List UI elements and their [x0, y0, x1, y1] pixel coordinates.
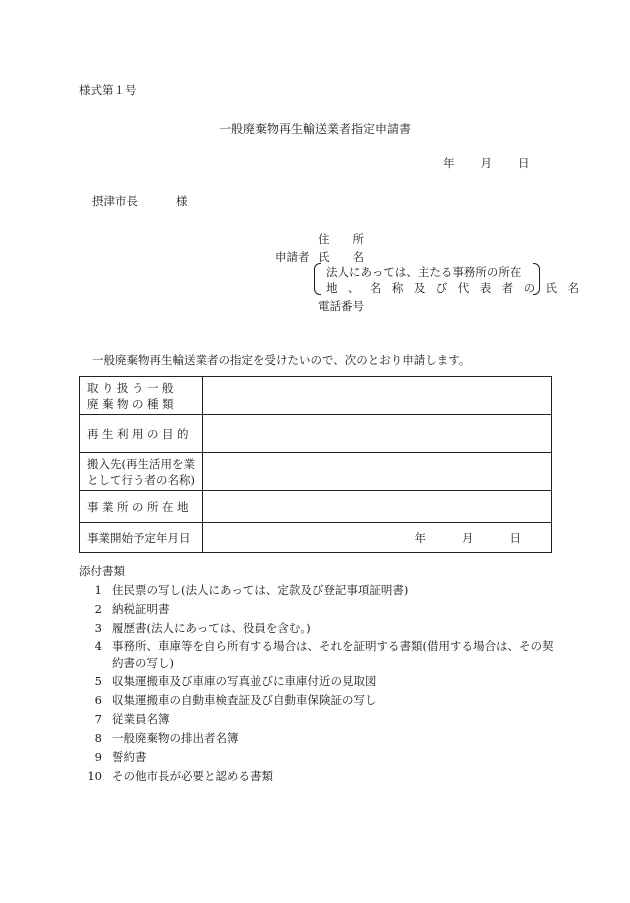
addressee-honorific: 様 — [176, 194, 188, 208]
start-date-year: 年 — [414, 530, 426, 545]
waste-type-label — [80, 377, 203, 415]
destination-field[interactable] — [203, 453, 552, 491]
right-bracket — [533, 263, 540, 295]
destination-label — [80, 453, 203, 491]
item-number: 9 — [94, 750, 102, 764]
table-row — [80, 415, 552, 453]
list-item — [84, 767, 554, 786]
table-row — [80, 523, 552, 553]
item-text: その他市長が必要と認める書類 — [112, 769, 273, 783]
item-number: 5 — [94, 674, 102, 688]
intro-text: 一般廃棄物再生輸送業者の指定を受けたいので、次のとおり申請します。 — [92, 353, 471, 367]
waste-type-field[interactable] — [203, 377, 552, 415]
start-date-month: 月 — [462, 530, 474, 545]
office-location-label — [80, 491, 203, 523]
document-title: 一般廃棄物再生輸送業者指定申請書 — [218, 122, 411, 136]
attachments-title: 添付書類 — [79, 564, 125, 578]
purpose-label-text: 再生利用の目的 — [87, 426, 192, 441]
list-item — [84, 581, 554, 600]
start-date-day: 日 — [509, 530, 521, 545]
list-item — [84, 729, 554, 748]
table-row — [80, 377, 552, 415]
item-text: 誓約書 — [112, 750, 147, 764]
list-item — [84, 691, 554, 710]
office-location-field[interactable] — [203, 491, 552, 523]
destination-label-line2: として行う者の名称) — [87, 472, 195, 487]
item-number: 3 — [94, 621, 102, 635]
item-number: 8 — [94, 731, 102, 745]
start-date-label-text: 事業開始予定年月日 — [87, 530, 191, 545]
item-number: 10 — [87, 769, 102, 783]
destination-label-line1: 搬入先(再生活用を業 — [87, 456, 195, 471]
addressee-name: 摂津市長 — [92, 194, 138, 208]
item-text: 事務所、車庫等を自ら所有する場合は、それを証明する書類(借用する場合は、その契約書の写し) — [112, 639, 554, 670]
purpose-field[interactable] — [203, 415, 552, 453]
date-year: 年 — [443, 156, 455, 170]
corporate-note — [314, 262, 583, 296]
item-number: 1 — [94, 583, 102, 597]
item-text: 従業員名簿 — [112, 712, 170, 726]
item-text: 収集運搬車及び車庫の写真並びに車庫付近の見取図 — [112, 674, 377, 688]
corporate-note-line1: 法人にあっては、主たる事務所の所在 — [326, 265, 522, 279]
list-item — [84, 672, 554, 691]
addressee — [92, 193, 188, 209]
office-location-label-text: 事業所の所在地 — [87, 499, 192, 514]
start-date-field[interactable] — [203, 523, 552, 553]
table-row — [80, 453, 552, 491]
date-line — [443, 155, 530, 171]
item-number: 4 — [94, 639, 102, 653]
list-item — [84, 600, 554, 619]
start-date-label — [80, 523, 203, 553]
list-item — [84, 638, 554, 672]
list-item — [84, 710, 554, 729]
date-day: 日 — [518, 156, 530, 170]
item-text: 一般廃棄物の排出者名簿 — [112, 731, 239, 745]
name-label: 氏 名 — [318, 250, 364, 264]
list-item — [84, 619, 554, 638]
item-number: 2 — [94, 602, 102, 616]
waste-type-label-line2: 廃棄物の種類 — [87, 396, 177, 411]
left-bracket — [314, 263, 321, 295]
purpose-label — [80, 415, 203, 453]
attachments-list — [84, 581, 554, 786]
item-number: 6 — [94, 693, 102, 707]
waste-type-label-line1: 取り扱う一般 — [87, 380, 177, 395]
list-item — [84, 748, 554, 767]
item-text: 収集運搬車の自動車検査証及び自動車保険証の写し — [112, 693, 377, 707]
corporate-note-line2: 地 、 名 称 及 び 代 表 者 の 氏 名 — [326, 281, 583, 295]
table-row — [80, 491, 552, 523]
date-month: 月 — [480, 156, 492, 170]
item-text: 納税証明書 — [112, 602, 170, 616]
applicant-label: 申請者 — [275, 250, 310, 264]
item-text: 住民票の写し(法人にあっては、定款及び登記事項証明書) — [112, 583, 409, 597]
application-table — [79, 376, 552, 553]
address-label: 住 所 — [318, 232, 364, 246]
item-text: 履歴書(法人にあっては、役員を含む。) — [112, 621, 311, 635]
form-number: 様式第１号 — [79, 83, 137, 97]
item-number: 7 — [94, 712, 102, 726]
phone-label: 電話番号 — [318, 299, 364, 313]
